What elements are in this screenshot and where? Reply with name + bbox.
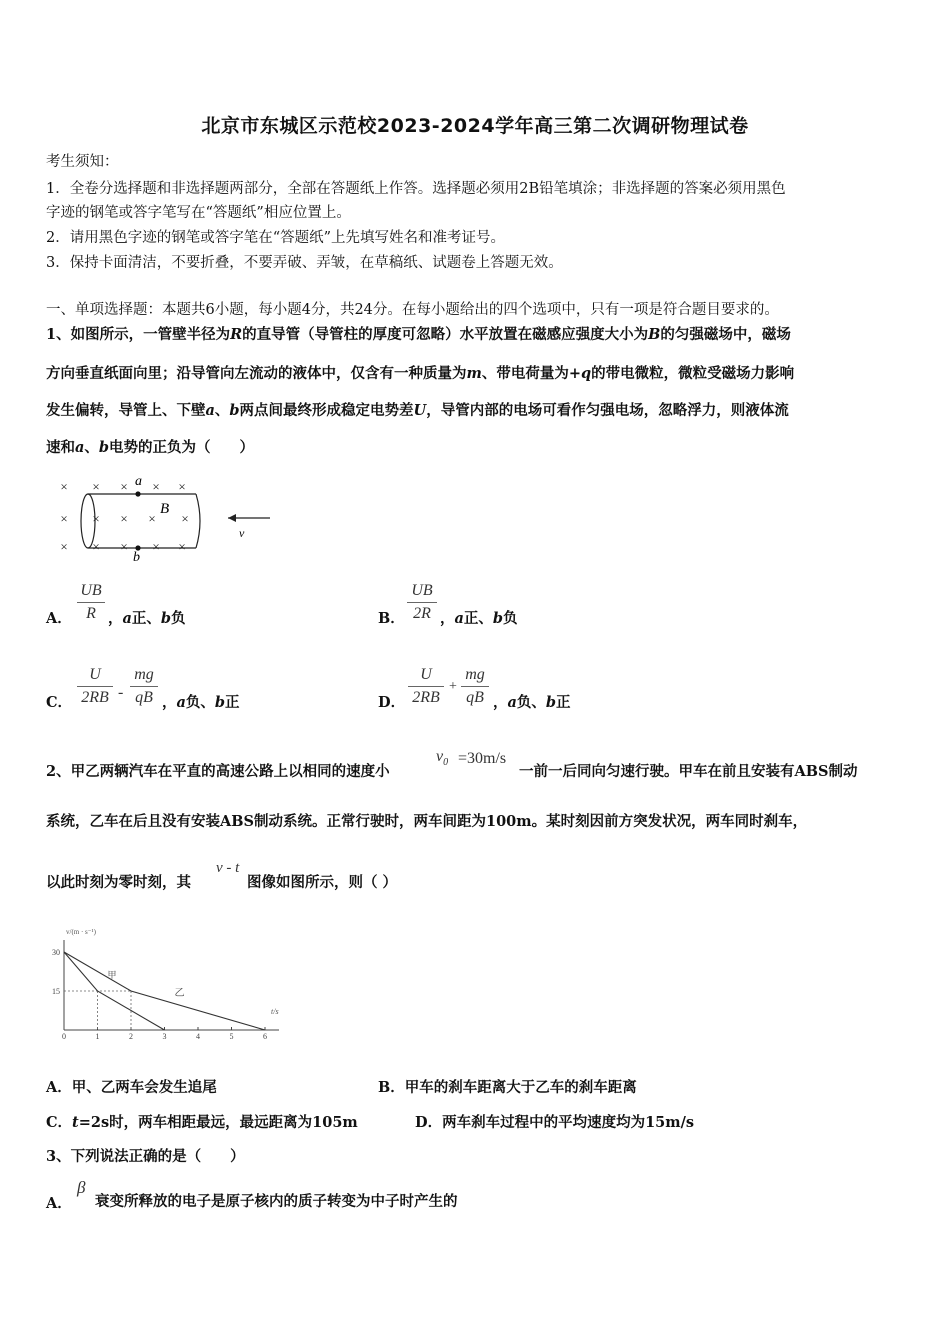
q2-line: 一前一后同向匀速行驶。甲车在前且安装有ABS制动 (519, 763, 858, 780)
q2-line: 图像如图所示，则（ ） (247, 874, 398, 891)
q1-line: 1、如图所示，一管壁半径为R的直导管（导管柱的厚度可忽略）水平放置在磁感应强度大小为B的匀强磁场中，磁场 (46, 326, 791, 343)
pipe-right-end (196, 494, 200, 548)
q2-line: 2、甲乙两辆汽车在平直的高速公路上以相同的速度小 (46, 763, 390, 780)
x-tick-label: 0 (62, 1032, 66, 1041)
cross-mark: × (148, 511, 156, 526)
q2-option-B: B．甲车的刹车距离大于乙车的刹车距离 (378, 1079, 637, 1096)
series-label-jia: 甲 (107, 970, 117, 980)
series-line-jia (64, 952, 165, 1030)
x-tick-label: 4 (196, 1032, 200, 1041)
q3-option-A-text: 衰变所释放的电子是原子核内的质子转变为中子时产生的 (95, 1193, 458, 1210)
x-tick-label: 1 (95, 1032, 100, 1041)
vt-symbol: v - t (216, 860, 240, 876)
cross-mark: × (60, 511, 68, 526)
cross-mark: × (181, 511, 189, 526)
label-B: B (160, 501, 170, 517)
q2-option-A: A．甲、乙两车会发生追尾 (46, 1079, 217, 1096)
cross-mark: × (92, 511, 100, 526)
minus-sign: - (118, 684, 124, 701)
plus-sign: + (449, 679, 457, 694)
x-tick-label: 5 (229, 1032, 234, 1041)
notice-item: 1．全卷分选择题和非选择题两部分，全部在答题纸上作答。选择题必须用2B铅笔填涂；非选择题的答案必须用黑色 (46, 181, 786, 197)
cross-mark: × (60, 479, 68, 494)
point-a (135, 491, 140, 496)
x-tick-label: 6 (263, 1032, 267, 1041)
fraction-A: UB R (75, 580, 107, 625)
section-heading: 一、单项选择题：本题共6小题，每小题4分，共24分。在每小题给出的四个选项中，只有一项是符合题目要求的。 (46, 302, 779, 318)
cross-mark: × (152, 479, 160, 494)
option-D-tail: ，a负、b正 (493, 694, 571, 711)
cross-mark: × (120, 539, 128, 554)
fraction-D1: U 2RB (406, 664, 446, 709)
x-tick-label: 3 (162, 1032, 167, 1041)
pipe-figure (52, 472, 282, 562)
q2-option-C: C．t=2s时，两车相距最远，最远距离为105m (46, 1114, 358, 1131)
notice-item: 字迹的钢笔或答字笔写在“答题纸”相应位置上。 (46, 205, 351, 221)
fraction-B: UB 2R (405, 580, 439, 625)
option-B-tail: ，a正、b负 (440, 610, 518, 627)
arrow-head (228, 514, 236, 522)
cross-mark: × (152, 539, 160, 554)
option-letter-D: D． (378, 694, 406, 711)
option-letter-A: A． (46, 610, 72, 627)
notice-item: 3．保持卡面清洁，不要折叠，不要弄破、弄皱，在草稿纸、试题卷上答题无效。 (46, 255, 563, 271)
option-A-tail: ，a正、b负 (108, 610, 186, 627)
y-tick-label: 30 (52, 948, 60, 957)
q2-line: 系统，乙车在后且没有安装ABS制动系统。正常行驶时，两车间距为100m。某时刻因前方突发状况，两车同时刹车， (46, 813, 808, 830)
q1-line: 发生偏转，导管上、下壁a、b两点间最终形成稳定电势差U，导管内部的电场可看作匀强电场，忽略浮力，则液体流 (46, 402, 789, 419)
q2-option-D: D．两车刹车过程中的平均速度均为15m/s (415, 1114, 695, 1131)
beta-symbol: β (77, 1178, 86, 1197)
option-letter-C: C． (46, 694, 73, 711)
cross-mark: × (178, 539, 186, 554)
x-axis-label: t/s (271, 1007, 279, 1016)
notice-heading: 考生须知： (46, 154, 119, 170)
cross-mark: × (92, 479, 100, 494)
notice-item: 2．请用黑色字迹的钢笔或答字笔在“答题纸”上先填写姓名和准考证号。 (46, 230, 506, 246)
y-axis-label: v/(m · s⁻¹) (66, 928, 96, 936)
fraction-C1: U 2RB (75, 664, 115, 709)
q1-line: 方向垂直纸面向里；沿导管向左流动的液体中，仅含有一种质量为m、带电荷量为+q的带电微粒，微粒受磁场力影响 (46, 365, 795, 382)
label-b: b (133, 550, 140, 562)
y-tick-label: 15 (52, 987, 60, 996)
page-title: 北京市东城区示范校2023-2024学年高三第二次调研物理试卷 (201, 115, 749, 137)
q3-option-A-letter: A． (46, 1195, 72, 1212)
cross-mark: × (120, 479, 128, 494)
q2-line: 以此时刻为零时刻，其 (46, 874, 191, 891)
cross-mark: × (92, 539, 100, 554)
q1-line: 速和a、b电势的正负为（ ） (46, 439, 255, 456)
x-tick-label: 2 (129, 1032, 133, 1041)
cross-mark: × (60, 539, 68, 554)
v0-symbol: $v_0$ (436, 748, 449, 769)
option-letter-B: B． (378, 610, 405, 627)
series-label-yi: 乙 (174, 988, 185, 1000)
label-v: v (239, 526, 245, 540)
vt-graph (50, 922, 290, 1042)
cross-mark: × (178, 479, 186, 494)
cross-mark: × (120, 511, 128, 526)
fraction-C2: mg qB (128, 664, 160, 709)
q3-stem: 3、下列说法正确的是（ ） (46, 1148, 245, 1165)
fraction-D2: mg qB (459, 664, 491, 709)
series-line-yi (64, 952, 265, 1030)
v0-value: =30m/s (458, 750, 507, 767)
label-a: a (135, 474, 142, 489)
option-C-tail: ，a负、b正 (162, 694, 240, 711)
